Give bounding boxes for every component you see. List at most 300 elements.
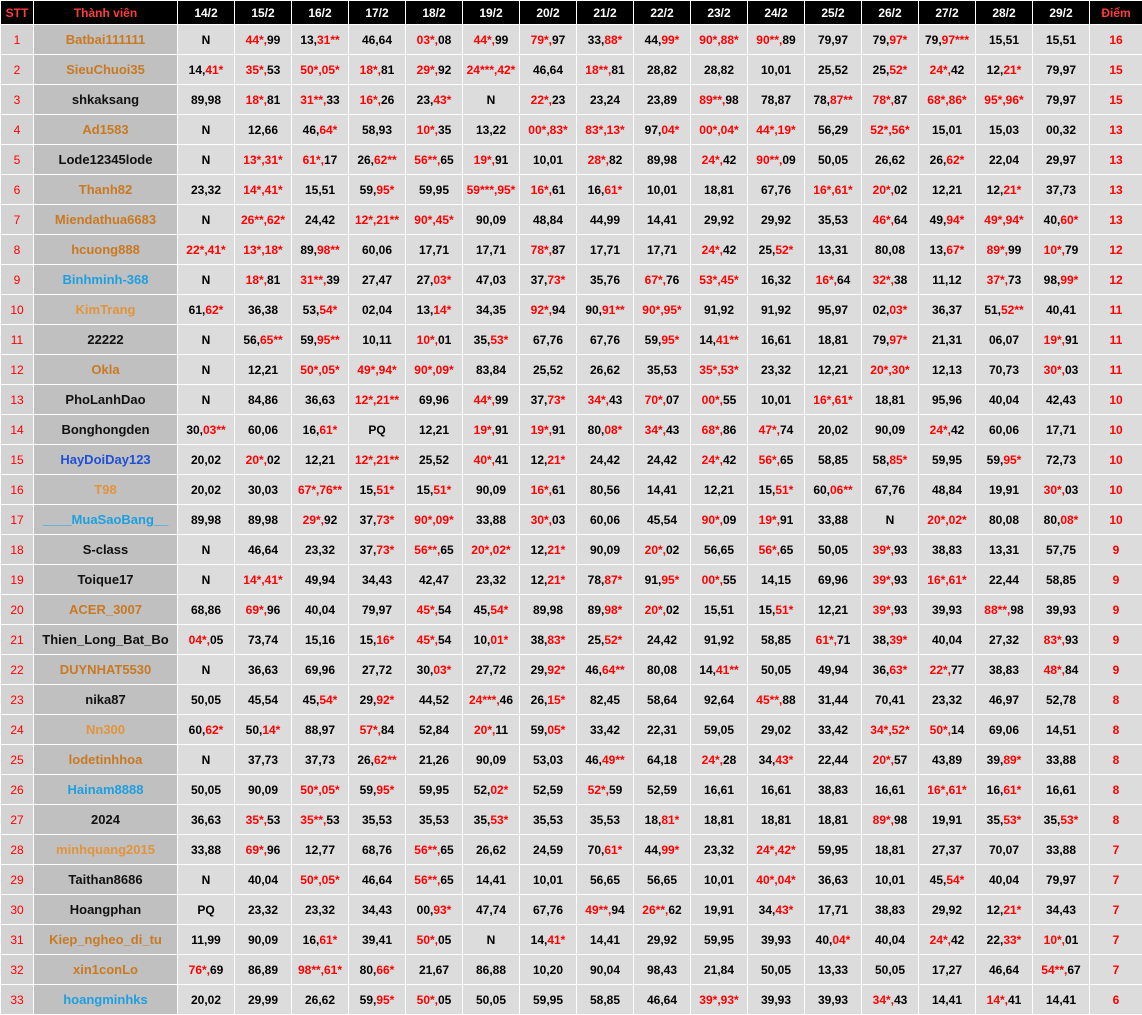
table-row [1,385,1142,415]
member-name[interactable]: Okla [34,355,178,385]
day-cell [805,85,862,115]
plain-number: 89, [532,602,550,617]
plain-number: 51, [984,302,1001,317]
day-cell [634,85,691,115]
plain-number: 64 [894,212,908,227]
hit-number: 56**, [414,152,441,167]
day-cell [862,805,919,835]
plain-number: 04 [606,962,621,977]
plain-number: 59 [663,782,678,797]
plain-number: 02, [872,302,890,317]
plain-number: 09 [782,152,796,167]
day-cell [463,415,520,445]
day-cell [406,175,463,205]
day-cell [1033,295,1090,325]
member-name[interactable]: 2024 [34,805,178,835]
day-cell [805,895,862,925]
plain-number: 16, [1045,782,1063,797]
hit-number: 45* [435,212,454,227]
day-cell [691,55,748,85]
member-name[interactable]: Toique17 [34,565,178,595]
day-cell [691,775,748,805]
plain-number: 71 [435,242,450,257]
hit-number: 50*, [929,722,951,737]
table-row [1,265,1142,295]
plain-number: 53, [532,752,550,767]
plain-number: 07 [1005,332,1020,347]
day-cell [349,85,406,115]
table-row [1,625,1142,655]
day-cell [1033,325,1090,355]
plain-number: 87 [552,242,566,257]
plain-number: 19, [988,482,1006,497]
plain-number: 29, [1045,152,1063,167]
member-name[interactable]: Kiep_ngheo_di_tu [34,925,178,955]
plain-number: 98 [725,92,739,107]
plain-number: 20, [190,992,208,1007]
hit-number: 19*, [530,422,552,437]
member-name[interactable]: xin1conLo [34,955,178,985]
plain-number: 58, [760,632,778,647]
member-name[interactable]: minhquang2015 [34,835,178,865]
plain-number: 44, [589,212,607,227]
member-name[interactable]: hcuong888 [34,235,178,265]
member-name[interactable]: S-class [34,535,178,565]
plain-number: 32 [264,902,279,917]
hit-number: 45*, [416,602,438,617]
day-cell [976,55,1033,85]
plain-number: 14, [760,572,778,587]
plain-number: 35, [532,812,550,827]
hit-number: 52* [604,632,623,647]
plain-number: 81 [267,92,281,107]
day-cell [748,955,805,985]
day-cell [976,595,1033,625]
member-points: 9 [1090,625,1142,655]
hit-number: 70*, [644,392,666,407]
day-cell [349,25,406,55]
plain-number: 39, [760,932,778,947]
day-cell [748,505,805,535]
day-cell [178,55,235,85]
member-points: 11 [1090,295,1142,325]
day-cell [292,745,349,775]
row-number: 17 [1,505,34,535]
hit-number: 94* [946,212,965,227]
hit-number: 18* [264,242,283,257]
day-cell [862,55,919,85]
plain-number: 96 [267,842,281,857]
day-cell [349,385,406,415]
hit-number: 73* [547,272,566,287]
plain-number: 29, [760,212,778,227]
hit-number: 53* [490,812,509,827]
day-cell [748,715,805,745]
member-name[interactable]: nika87 [34,685,178,715]
hit-number: 61* [604,842,623,857]
hit-number: 89* [1003,752,1022,767]
hit-number: 81* [661,812,680,827]
day-cell [235,385,292,415]
day-cell [919,865,976,895]
member-points: 9 [1090,655,1142,685]
day-cell [691,865,748,895]
plain-number: 41 [948,992,963,1007]
plain-number: 71 [834,902,849,917]
hit-number: 92* [547,662,566,677]
plain-number: 44 [1005,572,1020,587]
day-cell: N [178,265,235,295]
hit-number: 60* [1060,212,1079,227]
day-cell [349,445,406,475]
plain-number: 04 [1005,152,1020,167]
plain-number: 51 [1005,32,1020,47]
plain-number: 65 [663,872,678,887]
member-name[interactable]: Binhminh-368 [34,265,178,295]
day-cell [292,985,349,1015]
plain-number: 83 [948,542,963,557]
hit-number: 88* [604,32,623,47]
day-cell [805,265,862,295]
day-cell [805,295,862,325]
plain-number: 76 [606,272,621,287]
day-cell [634,235,691,265]
plain-number: 95, [817,302,835,317]
hit-number: 62* [205,302,224,317]
hit-number: 45*, [416,632,438,647]
day-cell: N [178,25,235,55]
hit-number: 56**, [414,542,441,557]
day-cell [691,925,748,955]
hit-number: 52** [1001,302,1024,317]
member-name[interactable]: Nn300 [34,715,178,745]
plain-number: 59, [703,722,721,737]
plain-number: 16, [874,782,892,797]
day-cell [634,685,691,715]
table-row [1,205,1142,235]
day-cell [691,265,748,295]
plain-number: 93 [1065,632,1079,647]
plain-number: 44, [644,32,662,47]
day-cell [577,25,634,55]
plain-number: 32 [720,842,735,857]
member-name[interactable]: Hainam8888 [34,775,178,805]
plain-number: 05 [492,992,507,1007]
hit-number: 95** [317,332,340,347]
plain-number: 58, [646,692,664,707]
day-cell [463,295,520,325]
hit-number: 10*, [1043,932,1065,947]
day-cell [862,145,919,175]
plain-number: 37 [948,302,963,317]
day-cell [1033,355,1090,385]
day-cell [292,865,349,895]
plain-number: 23, [646,92,664,107]
member-name[interactable]: Thanh82 [34,175,178,205]
hit-number: 39* [889,632,908,647]
hit-number: 95* [497,182,516,197]
member-name[interactable]: 22222 [34,325,178,355]
plain-number: 23, [703,842,721,857]
member-name[interactable]: HayDoiDay123 [34,445,178,475]
member-name[interactable]: shkaksang [34,85,178,115]
plain-number: 98 [1010,602,1024,617]
plain-number: 88 [207,842,222,857]
day-cell [691,745,748,775]
hit-number: 24*, [929,932,951,947]
day-cell [178,775,235,805]
day-cell [634,805,691,835]
day-cell [520,235,577,265]
plain-number: 81 [891,392,906,407]
plain-number: 91 [1005,482,1020,497]
hit-number: 09* [435,362,454,377]
member-points: 10 [1090,385,1142,415]
hit-number: 09* [435,512,454,527]
plain-number: 59, [359,182,377,197]
day-cell [805,175,862,205]
hit-number: 92* [376,692,395,707]
day-cell [748,895,805,925]
plain-number: 39, [1045,602,1063,617]
day-cell [292,325,349,355]
day-cell [463,505,520,535]
day-cell [691,955,748,985]
plain-number: 83 [891,902,906,917]
day-cell [463,55,520,85]
day-cell [406,205,463,235]
plain-number: 91 [552,422,566,437]
hit-number: 16*, [927,572,949,587]
plain-number: 69, [988,722,1006,737]
plain-number: 17, [475,242,493,257]
plain-number: 74 [264,632,279,647]
day-cell [1033,835,1090,865]
day-cell: N [463,85,520,115]
day-cell [691,85,748,115]
hit-number: 41* [205,62,224,77]
plain-number: 14, [530,932,548,947]
plain-number: 90, [247,782,265,797]
hit-number: 73* [376,512,395,527]
plain-number: 09 [264,782,279,797]
plain-number: 51 [1062,32,1077,47]
hit-number: 95* [376,992,395,1007]
plain-number: 81 [267,272,281,287]
plain-number: 98 [894,812,908,827]
plain-number: 20 [549,962,564,977]
day-cell [349,325,406,355]
hit-number: 14*, [243,182,265,197]
member-name[interactable]: Lode12345lode [34,145,178,175]
plain-number: 41 [495,452,509,467]
plain-number: 04 [948,632,963,647]
day-cell [235,265,292,295]
member-name[interactable]: hoangminhks [34,985,178,1015]
member-name[interactable]: DUYNHAT5530 [34,655,178,685]
hit-number: 08* [1060,512,1079,527]
plain-number: 70, [988,842,1006,857]
plain-number: 36, [247,662,265,677]
plain-number: 10, [473,632,491,647]
day-cell [235,625,292,655]
plain-number: 41 [1062,302,1077,317]
plain-number: 29, [760,722,778,737]
hit-number: 95* [376,782,395,797]
day-cell [178,85,235,115]
day-cell [748,265,805,295]
hit-number: 87** [830,92,853,107]
plain-number: 81 [381,62,395,77]
plain-number: 34, [758,752,776,767]
hit-number: 67* [946,242,965,257]
table-row [1,595,1142,625]
hit-number: 19*, [473,422,495,437]
hit-number: 04* [777,872,796,887]
hit-number: 54**, [1041,962,1068,977]
hit-number: 61* [319,422,338,437]
day-cell [463,805,520,835]
day-cell [292,115,349,145]
plain-number: 93 [894,602,908,617]
plain-number: 74 [492,902,507,917]
day-cell [634,355,691,385]
day-cell [577,535,634,565]
plain-number: 22 [492,122,507,137]
plain-number: 56, [703,542,721,557]
plain-number: 12, [986,182,1004,197]
member-name[interactable]: lodetinhhoa [34,745,178,775]
hit-number: 35*, [245,812,267,827]
plain-number: 17, [589,242,607,257]
table-row [1,745,1142,775]
plain-number: 63 [834,872,849,887]
plain-number: 21 [834,602,849,617]
day-cell [292,85,349,115]
day-cell [349,655,406,685]
hit-number: 20*, [870,362,892,377]
member-name[interactable]: Miendathua6683 [34,205,178,235]
plain-number: 82 [720,62,735,77]
day-cell [691,205,748,235]
table-row [1,175,1142,205]
table-row [1,355,1142,385]
member-name[interactable]: Hoangphan [34,895,178,925]
plain-number: 96 [948,392,963,407]
plain-number: 86, [247,962,265,977]
member-name[interactable]: ACER_3007 [34,595,178,625]
day-cell [691,655,748,685]
hit-number: 90*, [414,512,436,527]
plain-number: 53 [326,812,340,827]
day-cell [805,145,862,175]
day-cell [235,355,292,385]
hit-number: 04*, [188,632,210,647]
plain-number: 26, [589,362,607,377]
day-cell [1033,685,1090,715]
day-cell [805,205,862,235]
day-cell [691,595,748,625]
day-cell [349,775,406,805]
day-cell [463,625,520,655]
plain-number: 50, [874,962,892,977]
plain-number: 79, [1045,62,1063,77]
plain-number: 53 [834,212,849,227]
plain-number: 43 [663,962,678,977]
member-name[interactable]: T98 [34,475,178,505]
hit-number: 35*, [699,362,721,377]
member-name[interactable]: ____MuaSaoBang__ [34,505,178,535]
day-cell [235,85,292,115]
plain-number: 18, [760,812,778,827]
plain-number: 57 [894,752,908,767]
plain-number: 51 [1062,722,1077,737]
member-name[interactable]: Taithan8686 [34,865,178,895]
plain-number: 89 [782,32,796,47]
plain-number: 43 [378,572,393,587]
day-cell [805,715,862,745]
hit-number: 03** [203,422,226,437]
plain-number: 05 [720,722,735,737]
day-cell [634,415,691,445]
plain-number: 15, [359,482,377,497]
member-name[interactable]: Batbai111111 [34,25,178,55]
day-cell [235,295,292,325]
plain-number: 53 [435,812,450,827]
plain-number: 86 [723,422,737,437]
member-name[interactable]: KimTrang [34,295,178,325]
table-row [1,565,1142,595]
plain-number: 16, [760,272,778,287]
day-cell [691,715,748,745]
plain-number: 92 [720,302,735,317]
hit-number: 95* [661,332,680,347]
plain-number: 31 [663,722,678,737]
plain-number: 50, [817,542,835,557]
plain-number: 26, [304,992,322,1007]
day-cell [805,535,862,565]
hit-number: 61* [834,392,853,407]
row-number: 7 [1,205,34,235]
day-cell [406,535,463,565]
header-row [1,1,1142,25]
plain-number: 88 [834,512,849,527]
member-name[interactable]: Ad1583 [34,115,178,145]
table-row [1,715,1142,745]
member-name[interactable]: PhoLanhDao [34,385,178,415]
plain-number: 79, [1045,92,1063,107]
hit-number: 66* [376,962,395,977]
plain-number: 78, [813,92,830,107]
plain-number: 79, [872,332,890,347]
plain-number: 92 [720,212,735,227]
plain-number: 86 [207,602,222,617]
plain-number: 14, [646,482,664,497]
day-cell [976,115,1033,145]
plain-number: 76 [549,902,564,917]
plain-number: 15, [304,632,322,647]
member-name[interactable]: SieuChuoi35 [34,55,178,85]
day-cell [520,265,577,295]
member-name[interactable]: Thien_Long_Bat_Bo [34,625,178,655]
table-row [1,415,1142,445]
day-cell [862,925,919,955]
plain-number: 76 [666,272,680,287]
day-cell [520,565,577,595]
member-name[interactable]: Bonghongden [34,415,178,445]
day-cell [976,355,1033,385]
member-points: 7 [1090,895,1142,925]
